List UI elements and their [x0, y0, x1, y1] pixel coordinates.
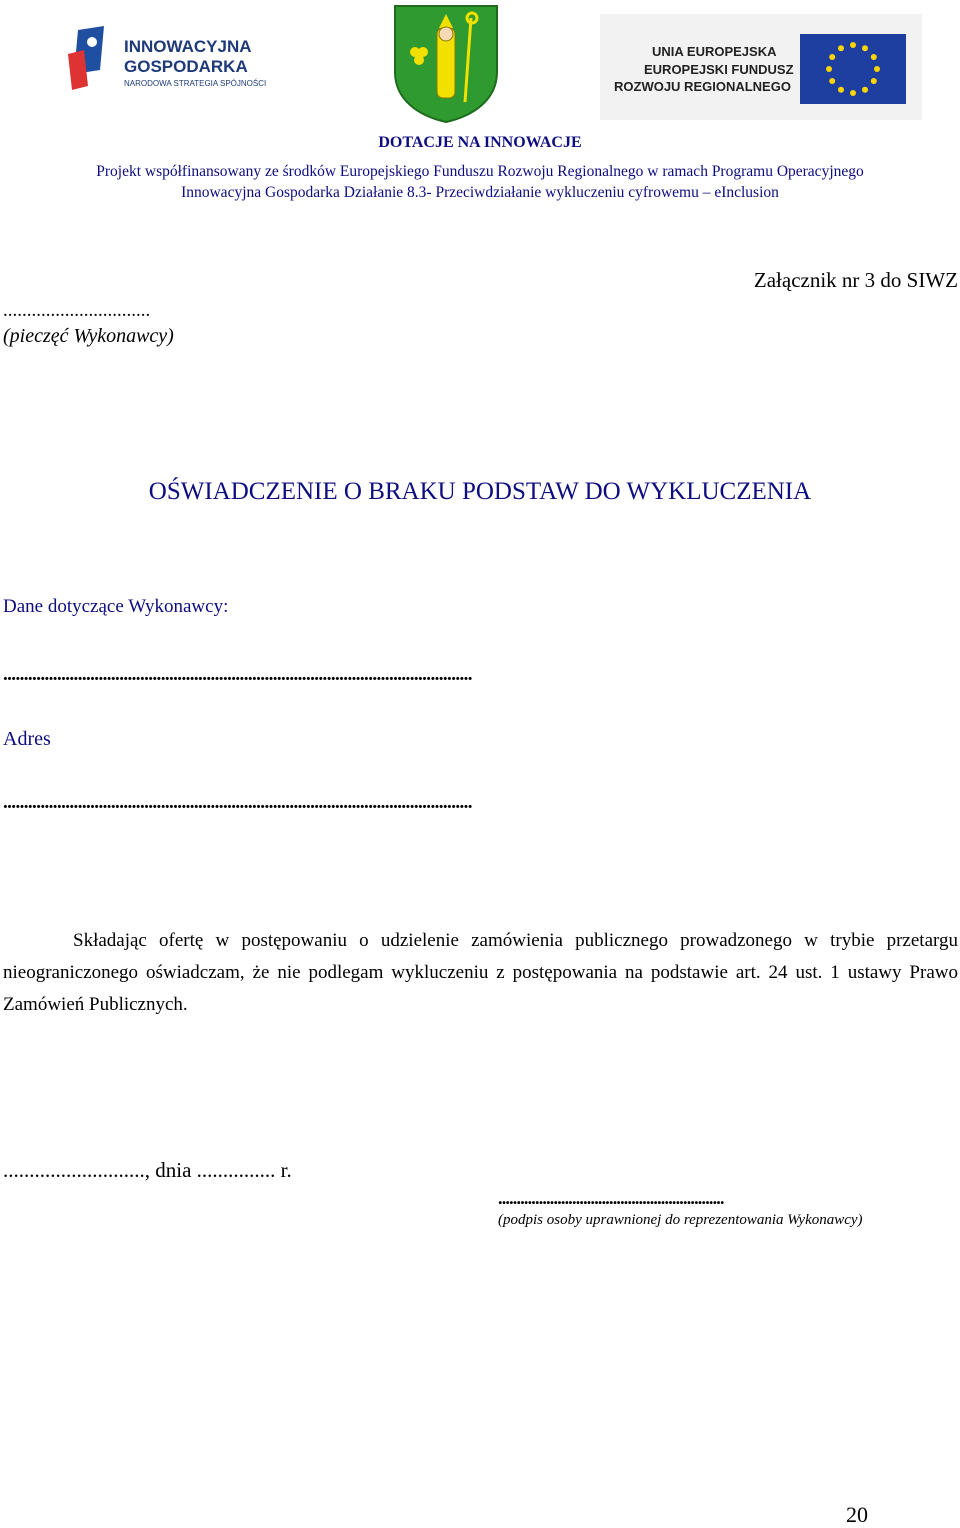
header-program-line: Innowacyjna Gospodarka Działanie 8.3- Przeciwdziałanie wykluczeniu cyfrowemu – eInclusion	[181, 184, 779, 201]
stamp-label: (pieczęć Wykonawcy)	[3, 325, 174, 347]
place-date-field: ..........................., dnia ............... r.	[3, 1158, 292, 1182]
municipal-crest-icon	[393, 4, 499, 124]
annex-label: Załącznik nr 3 do SIWZ	[753, 268, 958, 292]
address-field: .................................................................................................................	[3, 792, 472, 813]
eu-star-icon	[829, 78, 835, 84]
contractor-name-field: .................................................................................................................	[3, 664, 472, 685]
page-number: 20	[846, 1502, 868, 1527]
innovative-economy-logo	[66, 24, 266, 96]
address-label: Adres	[3, 728, 51, 750]
signature-field: .............................................................	[498, 1188, 724, 1208]
logo-ig-line2: GOSPODARKA	[124, 57, 248, 76]
eu-regional-fund-logo	[600, 14, 922, 120]
contractor-label: Dane dotyczące Wykonawcy:	[3, 596, 229, 617]
eu-star-icon	[850, 90, 856, 96]
header-project-line: Projekt współfinansowany ze środków Europejskiego Funduszu Rozwoju Regionalnego w ramach Programu Operacyjnego	[96, 163, 864, 180]
declaration-title: OŚWIADCZENIE O BRAKU PODSTAW DO WYKLUCZENIA	[148, 478, 812, 505]
stamp-dots: ...............................	[3, 300, 151, 321]
eu-star-icon	[826, 66, 832, 72]
header-title: DOTACJE NA INNOWACJE	[378, 134, 582, 151]
statement-paragraph: Składając ofertę w postępowaniu o udzielenie zamówienia publicznego prowadzonego w trybie przetargu nieograniczonego oświadczam, że nie podlegam wykluczeniu z postępowania na podstawie art. 24 ust. 1 ustawy Prawo Zamówień Publicznych.	[3, 930, 958, 1015]
eu-star-icon	[838, 87, 844, 93]
logo-ig-line3: NARODOWA STRATEGIA SPÓJNOŚCI	[124, 79, 266, 88]
eu-star-icon	[871, 78, 877, 84]
signature-label: (podpis osoby uprawnionej do reprezentowania Wykonawcy)	[498, 1212, 863, 1228]
eu-star-icon	[829, 54, 835, 60]
eu-star-icon	[862, 87, 868, 93]
logo-eu-line2: EUROPEJSKI FUNDUSZ	[644, 62, 794, 77]
eu-star-icon	[850, 42, 856, 48]
logo-ig-line1: INNOWACYJNA	[124, 37, 252, 56]
eu-star-icon	[862, 45, 868, 51]
eu-star-icon	[874, 66, 880, 72]
eu-star-icon	[871, 54, 877, 60]
logo-eu-line3: ROZWOJU REGIONALNEGO	[614, 79, 791, 94]
eu-star-icon	[838, 45, 844, 51]
logo-eu-line1: UNIA EUROPEJSKA	[652, 44, 777, 59]
